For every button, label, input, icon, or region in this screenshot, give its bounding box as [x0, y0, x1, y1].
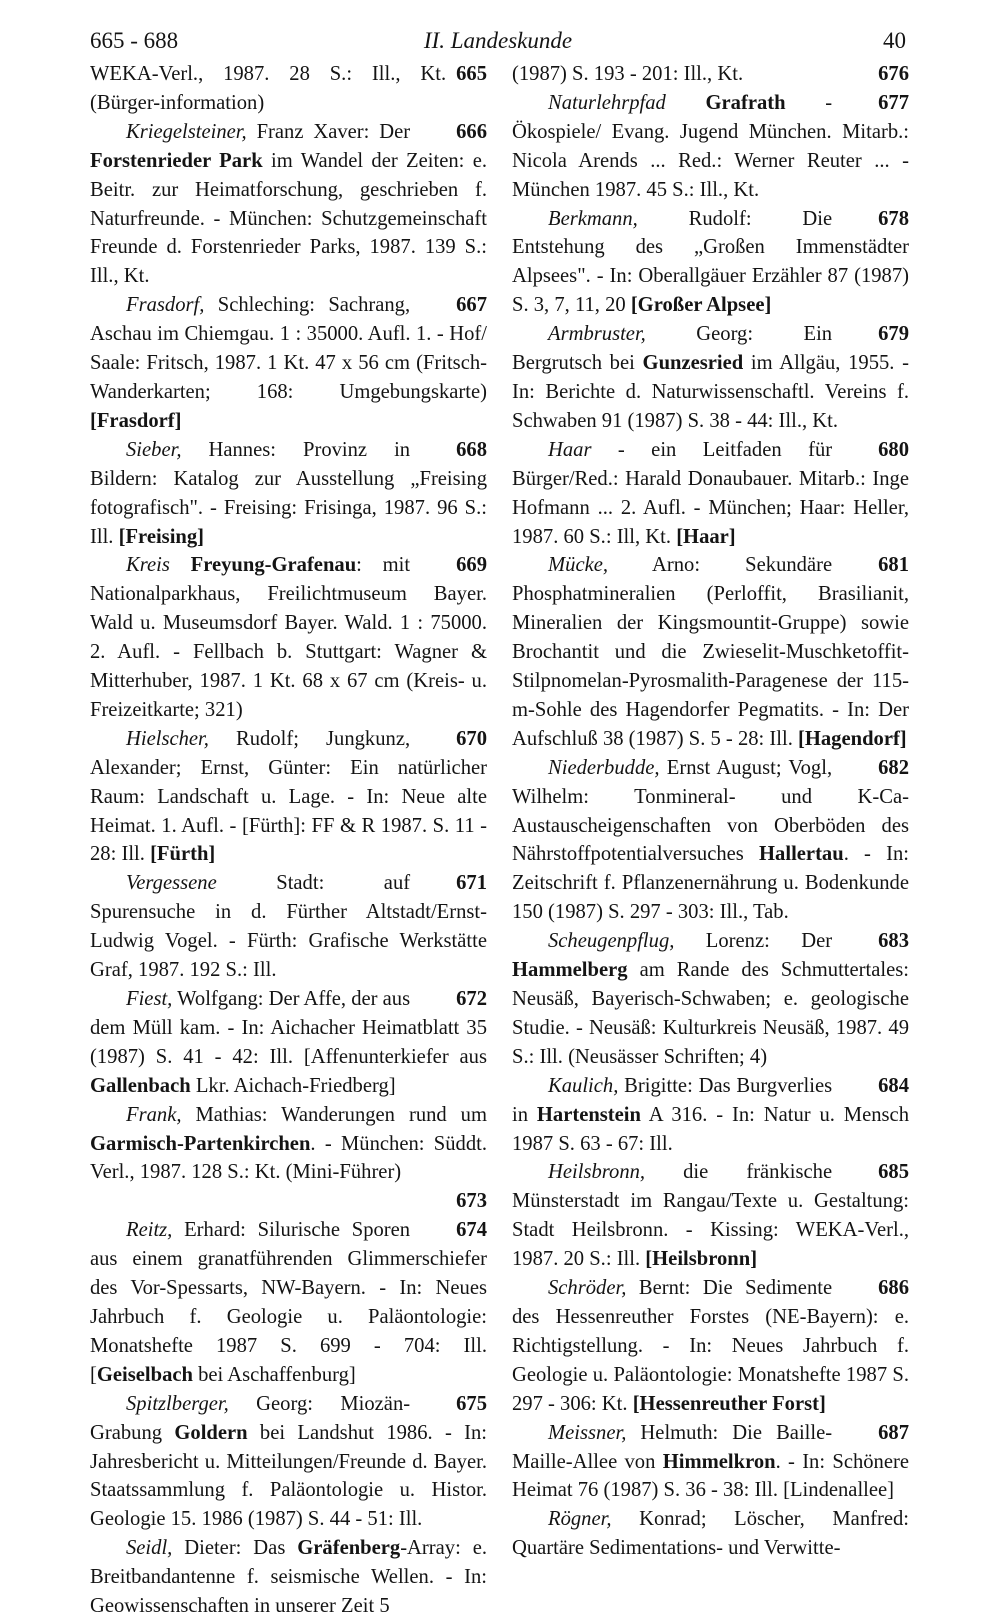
- entry-author: Naturlehrpfad: [548, 91, 666, 114]
- entry-number: 687: [878, 1421, 909, 1444]
- entry-text: Brigitte: Das Burgverlies in: [512, 1074, 833, 1126]
- entry-author: Haar: [548, 438, 592, 461]
- entry-author: Vergessene: [126, 872, 217, 895]
- bibliography-entry: [90, 725, 487, 870]
- entry-text: Konrad; Löscher, Manfred: Quartäre Sedimentations- und Verwitte-: [512, 1508, 909, 1560]
- entry-number: 676: [878, 63, 909, 85]
- entry-text: Georg: Ein Bergrutsch bei: [512, 323, 833, 375]
- entry-text: bei Aschaffenburg]: [192, 1363, 356, 1386]
- bibliography-entry: [90, 985, 487, 1101]
- bibliography-entry: [90, 1216, 487, 1389]
- entry-text: Dieter: Das: [172, 1537, 298, 1560]
- entry-keyword: [Frasdorf]: [90, 409, 182, 432]
- entry-range: 665 - 688: [90, 28, 179, 53]
- entry-text: Stadt: auf Spurensuche in d. Fürther Altstadt/Ernst-Ludwig Vogel. - Fürth: Grafische Werkstätte Graf, 1987. 192 S.: Ill.: [90, 872, 487, 982]
- entry-keyword: [Heilsbronn]: [645, 1248, 758, 1271]
- entry-keyword: Gallenbach: [90, 1074, 191, 1097]
- entry-text: Lkr. Aichach-Friedberg]: [190, 1074, 396, 1097]
- entry-number: 666: [456, 120, 487, 143]
- entry-author: Kaulich,: [548, 1074, 619, 1097]
- entry-author: Seidl,: [126, 1537, 173, 1560]
- entry-text: . - In: Schönere Heimat 76 (1987) S. 36 - 38: Ill. [Lindenallee]: [512, 1450, 909, 1502]
- right-column: [512, 60, 909, 1563]
- entry-text: Mathias: Wanderungen rund um: [181, 1103, 487, 1126]
- entry-number: 685: [878, 1161, 909, 1184]
- entry-text: [666, 92, 706, 114]
- entry-author: Reitz,: [126, 1219, 173, 1242]
- entry-text: Rudolf: Die Entstehung des „Großen Immenstädter Alpsees". - In: Oberallgäuer Erzähler 87 (1987) S. 3, 7, 11, 20: [512, 207, 909, 317]
- entry-author: Sieber,: [126, 438, 182, 461]
- entry-keyword: Grafrath: [705, 91, 786, 114]
- section-title: II. Landeskunde: [423, 28, 573, 53]
- entry-author: Niederbudde,: [548, 756, 660, 779]
- bibliography-entry: [90, 551, 487, 724]
- entry-author: Spitzlberger,: [126, 1392, 229, 1415]
- entry-text: Erhard: Silurische Sporen aus einem granatführenden Glimmerschiefer des Vor-Spessarts, NW-Bayern. - In: Neues Jahrbuch f. Geologie u. Paläontologie: Monatshefte 1987 S. 699 - 704: Ill. [: [90, 1219, 487, 1386]
- entry-text: Arno: Sekundäre Phosphatmineralien (Perloffit, Brasilianit, Mineralien der Kingsmountit-Gruppe) sowie Brochantit und die Zwieselit-Muschketoffit-Stilpnomelan-Pyrosmalith-Paragenese der 115-m-Sohle des Hagendorfer Pegmatits. - In: Der Aufschluß 38 (1987) S. 5 - 28: Ill.: [512, 554, 909, 750]
- entry-keyword: [Freising]: [118, 525, 205, 548]
- entry-text: Schleching: Sachrang, Aschau im Chiemgau. 1 : 35000. Aufl. 1. - Hof/ Saale: Fritsch, 1987. 1 Kt. 47 x 56 cm (Fritsch-Wanderkarten; 168: Umgebungskarte): [90, 294, 487, 403]
- entry-text: WEKA-Verl., 1987. 28 S.: Ill., Kt. (Bürger-information): [90, 63, 447, 114]
- bibliography-entry: [512, 1505, 909, 1563]
- page-number: 40: [883, 28, 906, 53]
- entry-text: Lorenz: Der: [674, 930, 833, 953]
- bibliography-entry: [90, 60, 487, 118]
- entry-number: 677: [878, 91, 909, 114]
- bibliography-entry: [512, 927, 909, 1072]
- bibliography-entry: [512, 89, 909, 205]
- entry-text: Rudolf; Jungkunz, Alexander; Ernst, Günter: Ein natürlicher Raum: Landschaft u. Lage. - In: Neue alte Heimat. 1. Aufl. - [Fürth]: FF & R 1987. S. 11 - 28: Ill.: [90, 727, 487, 866]
- bibliography-entry: [90, 1534, 487, 1621]
- entry-keyword: [Großer Alpsee]: [630, 294, 772, 317]
- entry-keyword: Gräfenberg: [297, 1537, 401, 1560]
- bibliography-entry: [90, 1101, 487, 1188]
- entry-text: Helmuth: Die Baille-Maille-Allee von: [512, 1421, 833, 1473]
- entry-author: Scheugenpflug,: [548, 930, 675, 953]
- entry-text: am Rande des Schmuttertales: Neusäß, Bayerisch-Schwaben; e. geologische Studie. - Neusäß: Kulturkreis Neusäß, 1987. 49 S.: Ill. (Neusässer Schriften; 4): [512, 959, 909, 1068]
- entry-number: 680: [878, 438, 909, 461]
- entry-number: 675: [456, 1392, 487, 1415]
- bibliography-entry: [90, 1390, 487, 1535]
- entry-text: (1987) S. 193 - 201: Ill., Kt.: [512, 63, 744, 85]
- entry-author: Kriegelsteiner,: [126, 120, 247, 143]
- entry-keyword: Freyung-Grafenau: [190, 554, 357, 577]
- entry-number: 678: [878, 207, 909, 230]
- entry-author: Rögner,: [548, 1508, 612, 1531]
- entry-keyword: Himmelkron: [662, 1450, 776, 1473]
- entry-keyword: [Fürth]: [150, 843, 216, 866]
- entry-text: -Array: e. Breitbandantenne f. seismische Wellen. - In: Geowissenschaften in unserer Zeit 5: [90, 1537, 487, 1618]
- entry-text: bei Landshut 1986. - In: Jahresbericht u. Mitteilungen/Freunde d. Bayer. Staatssammlung f. Paläontologie u. Histor. Geologie 15. 1986 (1987) S. 44 - 51: Ill.: [90, 1421, 487, 1531]
- entry-keyword: [Hessenreuther Forst]: [632, 1392, 826, 1415]
- entry-text: - ein Leitfaden für Bürger/Red.: Harald Donaubauer. Mitarb.: Inge Hofmann ... 2. Aufl. - München; Haar: Heller, 1987. 60 S.: Ill, Kt.: [512, 438, 909, 548]
- entry-keyword: Goldern: [174, 1421, 248, 1444]
- bibliography-entry: [90, 869, 487, 985]
- entry-text: A 316. - In: Natur u. Mensch 1987 S. 63 - 67: Ill.: [512, 1103, 909, 1155]
- entry-author: Heilsbronn,: [548, 1161, 646, 1184]
- bibliography-entry: [90, 291, 487, 436]
- entry-author: Frank,: [126, 1103, 182, 1126]
- entry-number: 686: [878, 1277, 909, 1300]
- entry-text: - Ökospiele/ Evang. Jugend München. Mitarb.: Nicola Arends ... Red.: Werner Reuter ... - München 1987. 45 S.: Ill., Kt.: [512, 91, 909, 201]
- bibliography-entry: [512, 551, 909, 753]
- entry-text: Franz Xaver: Der: [246, 120, 411, 143]
- bibliography-entry: [512, 205, 909, 321]
- bibliography-entry: [512, 436, 909, 552]
- bibliography-entry: [512, 754, 909, 927]
- entry-author: Berkmann,: [548, 207, 638, 230]
- entry-text: Ernst August; Vogl, Wilhelm: Tonmineral- und K-Ca-Austauscheigenschaften von Oberböden des Nährstoffpotentialversuches: [512, 756, 909, 866]
- entry-number: 682: [878, 756, 909, 779]
- entry-keyword: Garmisch-Partenkirchen: [90, 1132, 311, 1155]
- entry-number: 671: [456, 872, 487, 895]
- bibliography-entry: [512, 1158, 909, 1274]
- entry-keyword: [Haar]: [676, 525, 736, 548]
- page-header: [90, 24, 906, 58]
- entry-keyword: Hallertau: [759, 843, 844, 866]
- bibliography-entry: [512, 320, 909, 436]
- bibliography-entry: [90, 436, 487, 552]
- entry-number: 665: [456, 63, 487, 85]
- bibliography-entry: [512, 1072, 909, 1159]
- entry-keyword: Geiselbach: [96, 1363, 193, 1386]
- entry-text: die fränkische Münsterstadt im Rangau/Texte u. Gestaltung: Stadt Heilsbronn. - Kissing: WEKA-Verl., 1987. 20 S.: Ill.: [512, 1161, 909, 1271]
- entry-number: 672: [456, 988, 487, 1010]
- entry-number: 673: [456, 1190, 487, 1213]
- entry-text: im Allgäu, 1955. - In: Berichte d. Naturwissenschaftl. Vereins f. Schwaben 91 (1987) S. 38 - 44: Ill., Kt.: [512, 352, 910, 432]
- entry-author: Hielscher,: [126, 727, 209, 750]
- entry-text: . - München: Süddt. Verl., 1987. 128 S.: Kt. (Mini-Führer): [90, 1132, 487, 1184]
- entry-keyword: Forstenrieder Park: [90, 149, 263, 172]
- entry-author: Schröder,: [548, 1277, 627, 1300]
- bibliography-entry: [512, 1274, 909, 1419]
- bibliography-entry: [512, 60, 909, 89]
- entry-keyword: Gunzesried: [642, 352, 744, 375]
- entry-author: Mücke,: [548, 554, 609, 577]
- entry-author: Armbruster,: [548, 323, 646, 346]
- entry-number: 670: [456, 727, 487, 750]
- entry-text: [170, 554, 191, 576]
- entry-keyword: Hammelberg: [512, 959, 628, 982]
- entry-number: 669: [456, 554, 487, 577]
- left-column: [90, 60, 487, 1621]
- entry-text: Hannes: Provinz in Bildern: Katalog zur Ausstellung „Freising fotografisch". - Freising: Frisinga, 1987. 96 S.: Ill.: [90, 438, 487, 548]
- entry-author: Meissner,: [548, 1421, 627, 1444]
- entry-number: 674: [456, 1219, 487, 1242]
- bibliography-entry: [512, 1419, 909, 1506]
- entry-author: Frasdorf,: [126, 294, 205, 317]
- entry-text: Georg: Miozän-Grabung: [90, 1392, 411, 1444]
- entry-keyword: [Hagendorf]: [798, 727, 907, 750]
- entry-text: Wolfgang: Der Affe, der aus dem Müll kam. - In: Aichacher Heimatblatt 35 (1987) S. 41 - 42: Ill. [Affenunterkiefer aus: [90, 988, 487, 1068]
- entry-text: : mit Nationalparkhaus, Freilichtmuseum Bayer. Wald u. Museumsdorf Bayer. Wald. 1 : 75000. 2. Aufl. - Fellbach b. Stuttgart: Wagner & Mitterhuber, 1987. 1 Kt. 68 x 67 cm (Kreis- u. Freizeitkarte; 321): [90, 554, 487, 721]
- entry-keyword: Hartenstein: [536, 1103, 641, 1126]
- entry-author: Kreis: [126, 554, 170, 577]
- entry-number: 681: [878, 554, 909, 577]
- entry-number: 667: [456, 294, 487, 317]
- entry-text: Bernt: Die Sedimente des Hessenreuther Forstes (NE-Bayern): e. Richtigstellung. - In: Neues Jahrbuch f. Geologie u. Paläontologie: Monatshefte 1987 S. 297 - 306: Kt.: [512, 1277, 909, 1415]
- entry-text: im Wandel der Zeiten: e. Beitr. zur Heimatforschung, geschrieben f. Naturfreunde. - München: Schutzgemeinschaft Freunde d. Forstenrieder Parks, 1987. 139 S.: Ill., Kt.: [90, 149, 487, 288]
- entry-text: . - In: Zeitschrift f. Pflanzenernährung u. Bodenkunde 150 (1987) S. 297 - 303: Ill., Tab.: [512, 843, 910, 924]
- entry-number: 668: [456, 438, 487, 461]
- entry-number: 683: [878, 930, 909, 953]
- entry-number: 684: [878, 1074, 909, 1097]
- entry-number: 679: [878, 323, 909, 346]
- bibliography-entry: [90, 118, 487, 291]
- entry-author: Fiest,: [126, 988, 173, 1010]
